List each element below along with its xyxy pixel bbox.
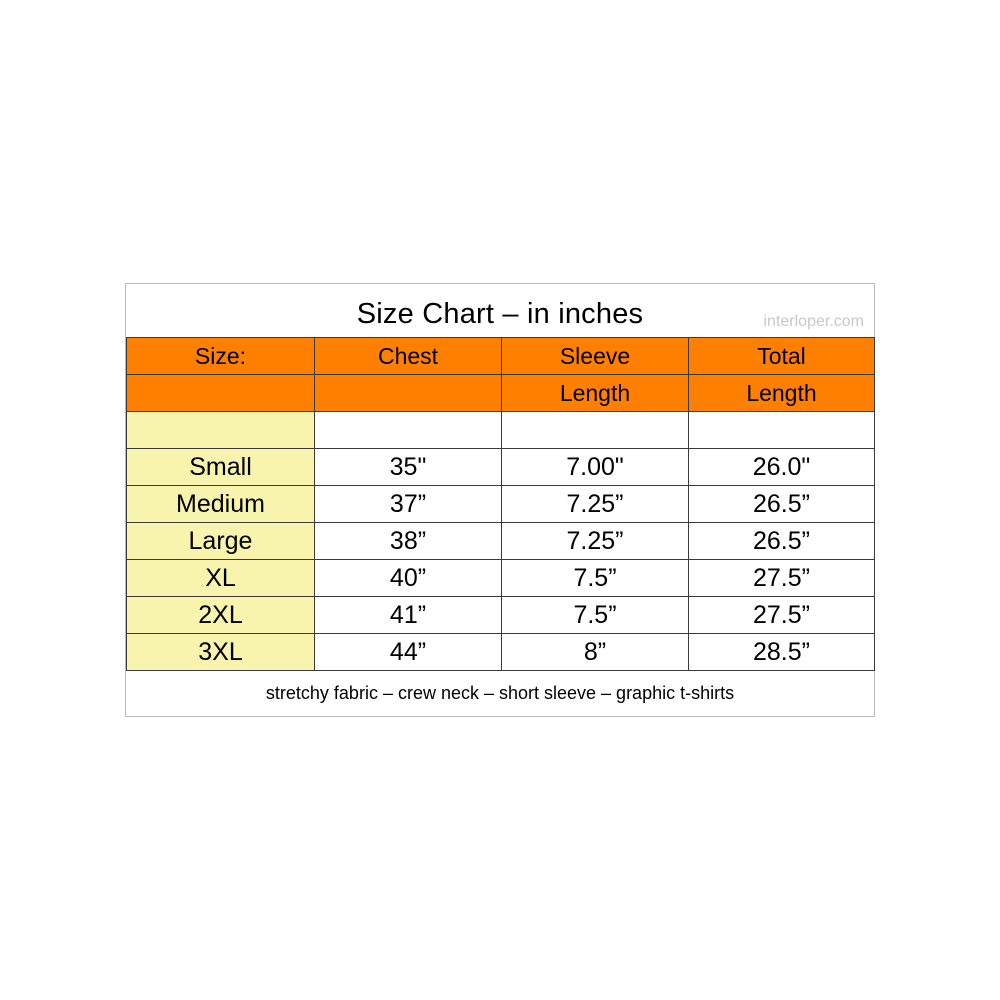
page-title: Size Chart – in inches (356, 298, 644, 330)
cell-chest: 44” (315, 634, 502, 671)
cell-total: 28.5” (689, 634, 875, 671)
cell-total: 26.5” (689, 523, 875, 560)
column-header-size: Size: (127, 338, 315, 375)
cell-sleeve: 7.25” (502, 523, 689, 560)
table-spacer-row (127, 412, 875, 449)
cell-sleeve: 7.5” (502, 597, 689, 634)
cell-sleeve: 7.5” (502, 560, 689, 597)
cell-size: Large (127, 523, 315, 560)
table-row (127, 449, 875, 486)
cell-chest: 37” (315, 486, 502, 523)
cell-total: 27.5” (689, 560, 875, 597)
cell-chest: 41” (315, 597, 502, 634)
table-row (127, 523, 875, 560)
table-row (127, 486, 875, 523)
spacer-cell-sleeve (502, 412, 689, 449)
table-header-row-1 (127, 338, 875, 375)
cell-total: 26.0" (689, 449, 875, 486)
cell-size: 2XL (127, 597, 315, 634)
table-row (127, 597, 875, 634)
cell-chest: 40” (315, 560, 502, 597)
cell-sleeve: 8” (502, 634, 689, 671)
column-header-sleeve: Sleeve (502, 338, 689, 375)
spacer-cell-total (689, 412, 875, 449)
table-row (127, 560, 875, 597)
cell-sleeve: 7.00" (502, 449, 689, 486)
column-header-chest-sub (315, 375, 502, 412)
size-chart-card (125, 283, 875, 717)
table-row (127, 634, 875, 671)
spacer-cell-size (127, 412, 315, 449)
spacer-cell-chest (315, 412, 502, 449)
watermark-label: interloper.com (763, 313, 864, 330)
column-header-size-sub (127, 375, 315, 412)
cell-total: 26.5” (689, 486, 875, 523)
cell-sleeve: 7.25” (502, 486, 689, 523)
column-header-chest: Chest (315, 338, 502, 375)
cell-chest: 38” (315, 523, 502, 560)
cell-total: 27.5” (689, 597, 875, 634)
table-header-row-2 (127, 375, 875, 412)
cell-size: Medium (127, 486, 315, 523)
footer-note: stretchy fabric – crew neck – short sleeve – graphic t-shirts (265, 683, 735, 703)
column-header-total: Total (689, 338, 875, 375)
cell-size: Small (127, 449, 315, 486)
cell-chest: 35" (315, 449, 502, 486)
size-chart-table (126, 337, 875, 671)
chart-title-row (126, 284, 874, 337)
column-header-total-sub: Length (689, 375, 875, 412)
column-header-sleeve-sub: Length (502, 375, 689, 412)
cell-size: XL (127, 560, 315, 597)
cell-size: 3XL (127, 634, 315, 671)
